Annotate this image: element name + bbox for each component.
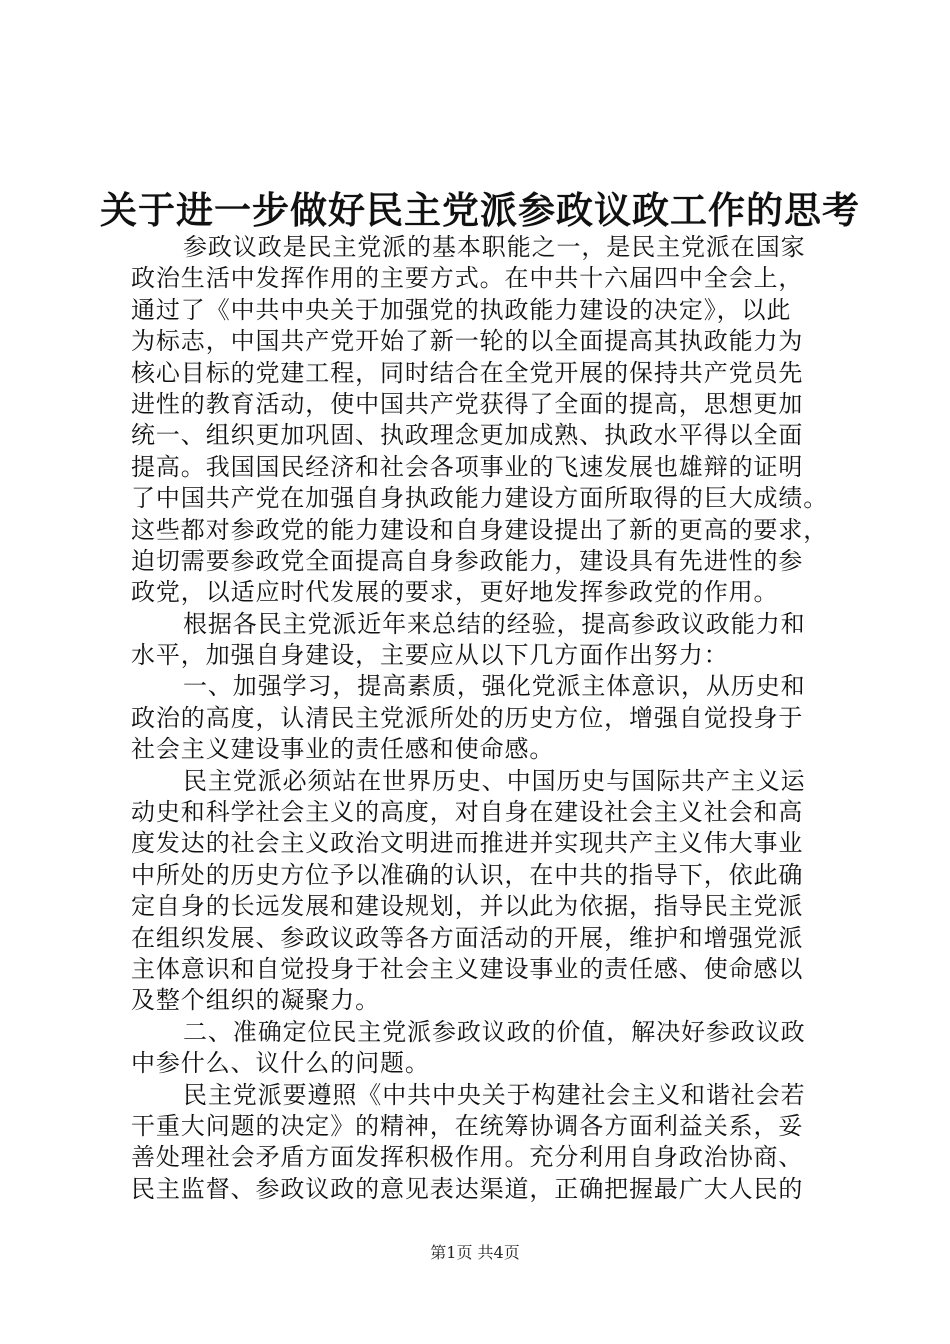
text-line: 了中国共产党在加强自身执政能力建设方面所取得的巨大成绩。 xyxy=(131,484,829,513)
document-title: 关于进一步做好民主党派参政议政工作的思考 xyxy=(100,188,860,232)
text-line: 及整个组织的凝聚力。 xyxy=(131,986,380,1015)
text-line: 干重大问题的决定》的精神，在统筹协调各方面利益关系，妥 xyxy=(131,1111,804,1140)
text-line: 统一、组织更加巩固、执政理念更加成熟、执政水平得以全面 xyxy=(131,421,804,450)
text-line: 民主监督、参政议政的意见表达渠道，正确把握最广大人民的 xyxy=(131,1174,804,1203)
page-footer: 第1页 共4页 xyxy=(430,1243,520,1262)
text-line: 定自身的长远发展和建设规划，并以此为依据，指导民主党派 xyxy=(131,892,804,921)
text-line: 民主党派要遵照《中共中央关于构建社会主义和谐社会若 xyxy=(183,1080,806,1109)
text-line: 参政议政是民主党派的基本职能之一，是民主党派在国家 xyxy=(183,233,806,261)
text-line: 一、加强学习，提高素质，强化党派主体意识，从历史和 xyxy=(183,672,806,701)
text-line: 善处理社会矛盾方面发挥积极作用。充分利用自身政治协商、 xyxy=(131,1143,804,1172)
text-line: 水平，加强自身建设，主要应从以下几方面作出努力： xyxy=(131,641,729,670)
text-line: 社会主义建设事业的责任感和使命感。 xyxy=(131,735,555,764)
text-line: 中参什么、议什么的问题。 xyxy=(131,1049,430,1078)
text-line: 政党，以适应时代发展的要求，更好地发挥参政党的作用。 xyxy=(131,578,779,607)
text-line: 核心目标的党建工程，同时结合在全党开展的保持共产党员先 xyxy=(131,358,804,387)
text-line: 根据各民主党派近年来总结的经验，提高参政议政能力和 xyxy=(183,609,806,638)
text-line: 进性的教育活动，使中国共产党获得了全面的提高，思想更加 xyxy=(131,389,804,418)
text-line: 在组织发展、参政议政等各方面活动的开展，维护和增强党派 xyxy=(131,923,804,952)
text-line: 政治的高度，认清民主党派所处的历史方位，增强自觉投身于 xyxy=(131,703,804,732)
text-line: 中所处的历史方位予以准确的认识，在中共的指导下，依此确 xyxy=(131,860,804,889)
text-line: 度发达的社会主义政治文明进而推进并实现共产主义伟大事业 xyxy=(131,829,804,858)
text-line: 为标志，中国共产党开始了新一轮的以全面提高其执政能力为 xyxy=(131,327,804,356)
text-line: 提高。我国国民经济和社会各项事业的飞速发展也雄辩的证明 xyxy=(131,452,804,481)
text-line: 二、准确定位民主党派参政议政的价值，解决好参政议政 xyxy=(183,1017,806,1046)
text-line: 民主党派必须站在世界历史、中国历史与国际共产主义运 xyxy=(183,766,806,795)
text-line: 动史和科学社会主义的高度，对自身在建设社会主义社会和高 xyxy=(131,798,804,827)
text-line: 政治生活中发挥作用的主要方式。在中共十六届四中全会上， xyxy=(131,264,804,293)
text-line: 迫切需要参政党全面提高自身参政能力，建设具有先进性的参 xyxy=(131,546,804,575)
text-line: 通过了《中共中央关于加强党的执政能力建设的决定》，以此 xyxy=(131,295,792,324)
document-body xyxy=(131,232,841,1205)
text-line: 这些都对参政党的能力建设和自身建设提出了新的更高的要求， xyxy=(131,515,829,544)
text-line: 主体意识和自觉投身于社会主义建设事业的责任感、使命感以 xyxy=(131,954,804,983)
